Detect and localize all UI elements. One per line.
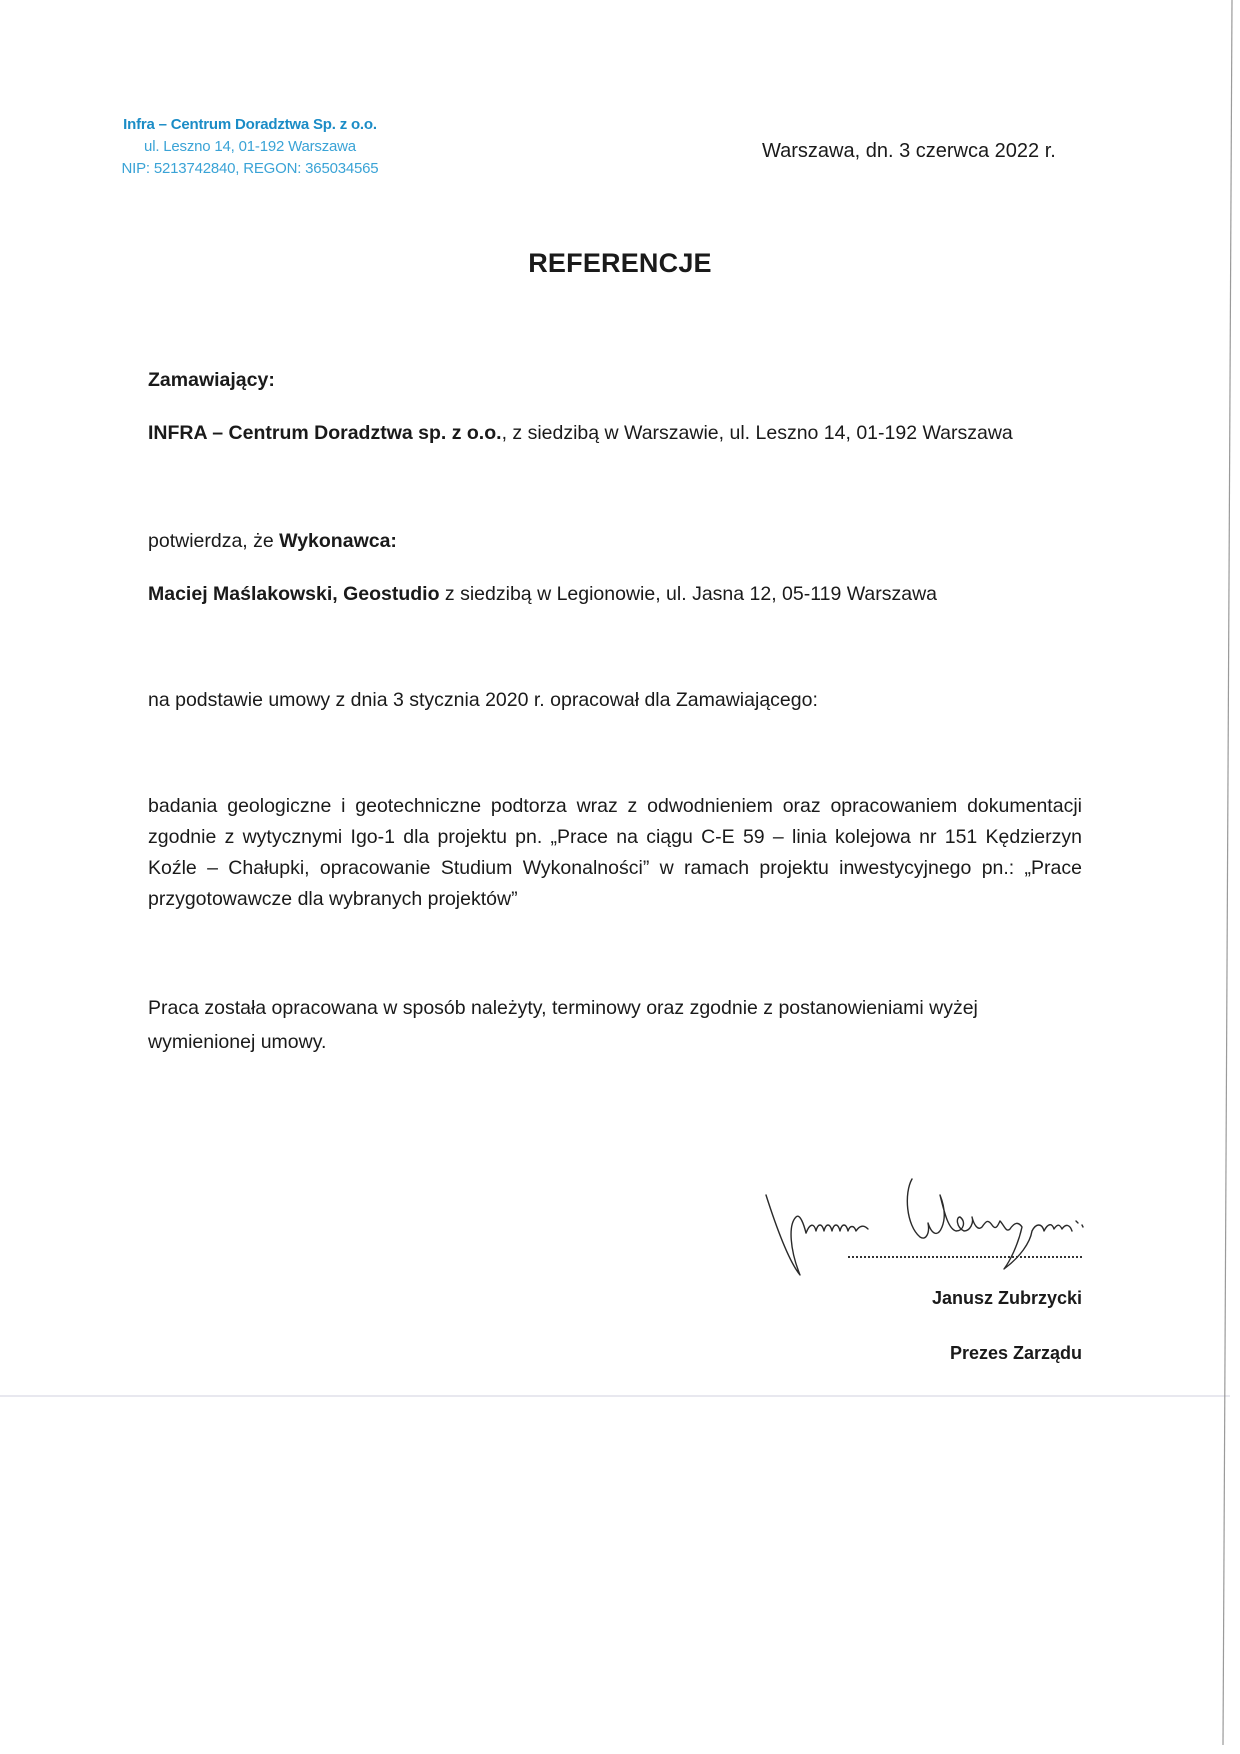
document-date: Warszawa, dn. 3 czerwca 2022 r. (762, 140, 1056, 162)
contractor-label: Wykonawca: (279, 530, 397, 552)
signature-dotted-line (848, 1250, 1082, 1258)
contractor-details: z siedzibą w Legionowie, ul. Jasna 12, 05-119 Warszawa (439, 583, 938, 605)
scan-edge-vertical (1222, 0, 1234, 1745)
letterhead-ids: NIP: 5213742840, REGON: 365034565 (121, 160, 379, 177)
orderer-label: Zamawiający: (148, 369, 275, 391)
contractor-name: Maciej Maślakowski, Geostudio (148, 583, 440, 605)
orderer-details: , z siedzibą w Warszawie, ul. Leszno 14, 01-192 Warszawa (501, 422, 1013, 444)
contract-line: na podstawie umowy z dnia 3 stycznia 2020 r. opracował dla Zamawiającego: (148, 689, 818, 711)
orderer-name: INFRA – Centrum Doradztwa sp. z o.o. (148, 422, 502, 444)
signatory-name: Janusz Zubrzycki (931, 1288, 1082, 1308)
orderer-line (148, 420, 1013, 446)
letterhead-address: ul. Leszno 14, 01-192 Warszawa (144, 138, 356, 155)
signatory-role: Prezes Zarządu (949, 1343, 1082, 1363)
handwritten-signature (760, 1165, 1140, 1295)
conclusion-paragraph: Praca została opracowana w sposób należyty, terminowy oraz zgodnie z postanowieniami wyżej wymienionej umowy. (148, 997, 978, 1053)
scope-paragraph: badania geologiczne i geotechniczne podtorza wraz z odwodnieniem oraz opracowaniem dokumentacji zgodnie z wytycznymi Igo-1 dla projektu pn. „Prace na ciągu C-E 59 – linia kolejowa nr 151 Kędzierzyn Koźle – Chałupki, opracowanie Studium Wykonalności” w ramach projektu inwestycyjnego pn.: „Prace przygotowawcze dla wybranych projektów” (148, 795, 1082, 910)
scan-edge-horizontal (0, 1395, 1230, 1397)
letterhead (100, 114, 400, 180)
document-title: REFERENCJE (528, 248, 712, 278)
contractor-line (148, 581, 937, 607)
letterhead-company: Infra – Centrum Doradztwa Sp. z o.o. (123, 116, 377, 133)
contractor-intro: potwierdza, że (148, 530, 280, 552)
contractor-intro-line (148, 528, 397, 554)
